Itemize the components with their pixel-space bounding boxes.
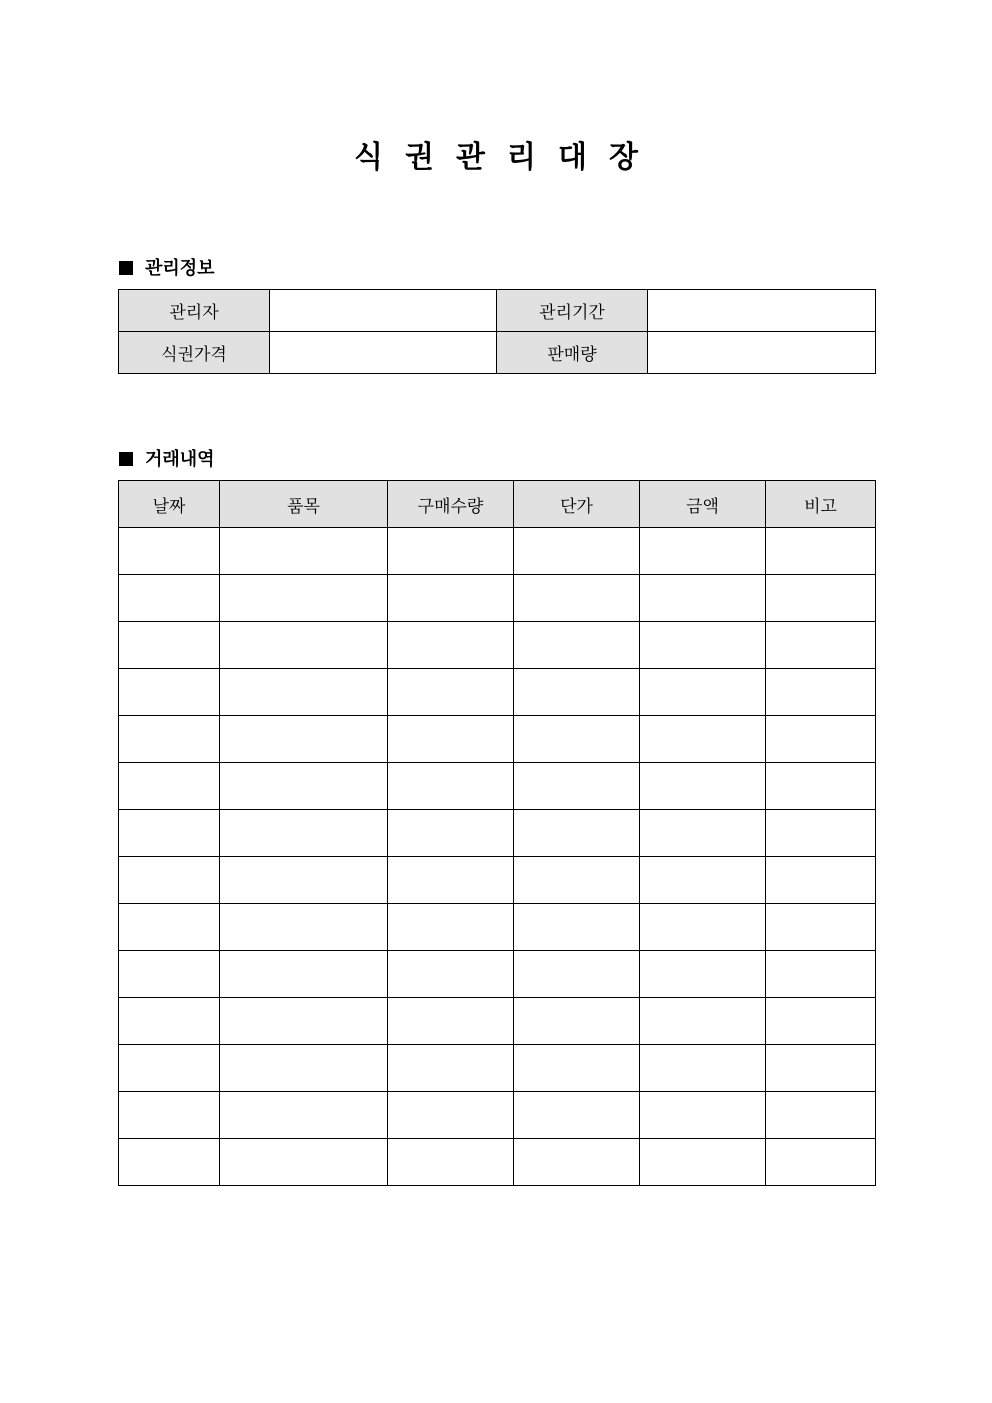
- cell-item[interactable]: [220, 763, 388, 810]
- cell-quantity[interactable]: [388, 1139, 514, 1186]
- table-row: [119, 622, 876, 669]
- table-row: [119, 857, 876, 904]
- cell-item[interactable]: [220, 716, 388, 763]
- cell-amount[interactable]: [640, 951, 766, 998]
- column-header-quantity: 구매수량: [388, 481, 514, 528]
- table-row: [119, 810, 876, 857]
- column-header-item: 품목: [220, 481, 388, 528]
- cell-amount[interactable]: [640, 1139, 766, 1186]
- cell-date[interactable]: [119, 1045, 220, 1092]
- cell-remarks[interactable]: [766, 1045, 876, 1092]
- cell-item[interactable]: [220, 810, 388, 857]
- square-bullet-icon: [119, 261, 133, 275]
- cell-unit-price[interactable]: [514, 575, 640, 622]
- column-header-amount: 금액: [640, 481, 766, 528]
- cell-item[interactable]: [220, 528, 388, 575]
- cell-date[interactable]: [119, 622, 220, 669]
- table-row: [119, 904, 876, 951]
- table-row: [119, 1092, 876, 1139]
- sales-volume-label: 판매량: [497, 332, 648, 374]
- cell-amount[interactable]: [640, 1045, 766, 1092]
- info-row: [119, 290, 876, 332]
- cell-remarks[interactable]: [766, 998, 876, 1045]
- cell-item[interactable]: [220, 1139, 388, 1186]
- cell-amount[interactable]: [640, 998, 766, 1045]
- cell-quantity[interactable]: [388, 669, 514, 716]
- cell-item[interactable]: [220, 951, 388, 998]
- cell-item[interactable]: [220, 1092, 388, 1139]
- cell-item[interactable]: [220, 575, 388, 622]
- cell-amount[interactable]: [640, 716, 766, 763]
- square-bullet-icon: [119, 452, 133, 466]
- cell-quantity[interactable]: [388, 951, 514, 998]
- cell-amount[interactable]: [640, 810, 766, 857]
- cell-unit-price[interactable]: [514, 1092, 640, 1139]
- cell-unit-price[interactable]: [514, 528, 640, 575]
- cell-date[interactable]: [119, 763, 220, 810]
- management-info-heading: [119, 254, 215, 280]
- cell-unit-price[interactable]: [514, 622, 640, 669]
- cell-unit-price[interactable]: [514, 716, 640, 763]
- cell-date[interactable]: [119, 716, 220, 763]
- cell-amount[interactable]: [640, 575, 766, 622]
- cell-unit-price[interactable]: [514, 810, 640, 857]
- cell-unit-price[interactable]: [514, 998, 640, 1045]
- cell-remarks[interactable]: [766, 1139, 876, 1186]
- table-row: [119, 528, 876, 575]
- cell-item[interactable]: [220, 1045, 388, 1092]
- table-row: [119, 998, 876, 1045]
- table-row: [119, 669, 876, 716]
- cell-quantity[interactable]: [388, 810, 514, 857]
- cell-quantity[interactable]: [388, 904, 514, 951]
- cell-quantity[interactable]: [388, 575, 514, 622]
- cell-item[interactable]: [220, 622, 388, 669]
- table-row: [119, 1139, 876, 1186]
- cell-date[interactable]: [119, 998, 220, 1045]
- cell-date[interactable]: [119, 528, 220, 575]
- cell-remarks[interactable]: [766, 1092, 876, 1139]
- table-row: [119, 1045, 876, 1092]
- manager-value[interactable]: [270, 290, 497, 332]
- cell-quantity[interactable]: [388, 763, 514, 810]
- cell-amount[interactable]: [640, 1092, 766, 1139]
- management-period-label: 관리기간: [497, 290, 648, 332]
- cell-date[interactable]: [119, 669, 220, 716]
- cell-date[interactable]: [119, 1139, 220, 1186]
- table-row: [119, 763, 876, 810]
- cell-quantity[interactable]: [388, 716, 514, 763]
- table-row: [119, 716, 876, 763]
- table-header-row: [119, 481, 876, 528]
- transactions-table: [118, 480, 876, 1186]
- cell-amount[interactable]: [640, 669, 766, 716]
- cell-remarks[interactable]: [766, 575, 876, 622]
- cell-item[interactable]: [220, 669, 388, 716]
- cell-unit-price[interactable]: [514, 763, 640, 810]
- cell-amount[interactable]: [640, 857, 766, 904]
- cell-remarks[interactable]: [766, 528, 876, 575]
- cell-amount[interactable]: [640, 763, 766, 810]
- cell-unit-price[interactable]: [514, 904, 640, 951]
- cell-item[interactable]: [220, 998, 388, 1045]
- ticket-price-label: 식권가격: [119, 332, 270, 374]
- cell-remarks[interactable]: [766, 669, 876, 716]
- column-header-unit-price: 단가: [514, 481, 640, 528]
- cell-date[interactable]: [119, 575, 220, 622]
- cell-item[interactable]: [220, 857, 388, 904]
- cell-remarks[interactable]: [766, 622, 876, 669]
- cell-quantity[interactable]: [388, 857, 514, 904]
- cell-unit-price[interactable]: [514, 669, 640, 716]
- cell-date[interactable]: [119, 1092, 220, 1139]
- cell-remarks[interactable]: [766, 810, 876, 857]
- transactions-heading-label: 거래내역: [145, 449, 215, 470]
- cell-remarks[interactable]: [766, 716, 876, 763]
- cell-unit-price[interactable]: [514, 951, 640, 998]
- cell-remarks[interactable]: [766, 951, 876, 998]
- cell-unit-price[interactable]: [514, 857, 640, 904]
- manager-label: 관리자: [119, 290, 270, 332]
- cell-amount[interactable]: [640, 622, 766, 669]
- cell-quantity[interactable]: [388, 998, 514, 1045]
- management-info-heading-label: 관리정보: [145, 258, 215, 279]
- table-row: [119, 951, 876, 998]
- cell-date[interactable]: [119, 857, 220, 904]
- cell-remarks[interactable]: [766, 763, 876, 810]
- cell-unit-price[interactable]: [514, 1045, 640, 1092]
- cell-quantity[interactable]: [388, 528, 514, 575]
- cell-date[interactable]: [119, 904, 220, 951]
- cell-item[interactable]: [220, 904, 388, 951]
- cell-quantity[interactable]: [388, 622, 514, 669]
- management-info-table: [118, 289, 876, 374]
- cell-amount[interactable]: [640, 904, 766, 951]
- transactions-table-body: [119, 528, 876, 1186]
- column-header-remarks: 비고: [766, 481, 876, 528]
- sales-volume-value[interactable]: [648, 332, 876, 374]
- cell-remarks[interactable]: [766, 904, 876, 951]
- column-header-date: 날짜: [119, 481, 220, 528]
- cell-date[interactable]: [119, 951, 220, 998]
- page-title: 식권관리대장: [354, 140, 660, 175]
- cell-quantity[interactable]: [388, 1045, 514, 1092]
- cell-quantity[interactable]: [388, 1092, 514, 1139]
- cell-remarks[interactable]: [766, 857, 876, 904]
- cell-date[interactable]: [119, 810, 220, 857]
- cell-amount[interactable]: [640, 528, 766, 575]
- ticket-price-value[interactable]: [270, 332, 497, 374]
- info-row: [119, 332, 876, 374]
- table-row: [119, 575, 876, 622]
- transactions-heading: [119, 445, 215, 471]
- cell-unit-price[interactable]: [514, 1139, 640, 1186]
- management-period-value[interactable]: [648, 290, 876, 332]
